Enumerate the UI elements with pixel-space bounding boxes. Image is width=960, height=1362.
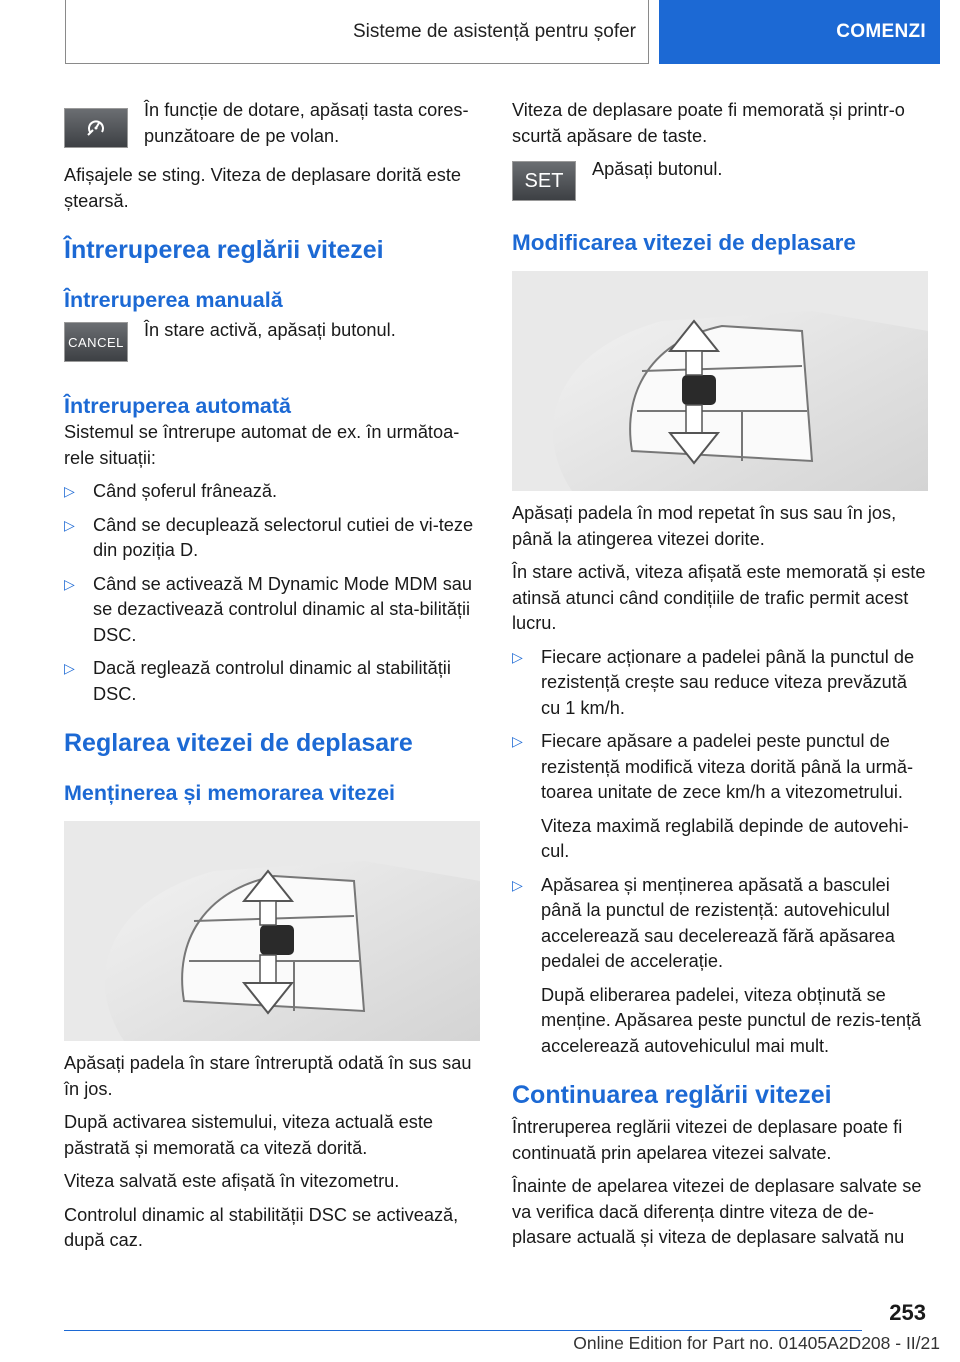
change-list [512,645,928,806]
text-paddle-once: Apăsați padela în stare întreruptă odată în sus sau în jos. [64,1053,472,1099]
set-button-icon [512,161,576,201]
text-display-off: Afișajele se sting. Viteza de deplasare dorită este ștearsă. [64,165,461,211]
heading-interrupt: Întreruperea reglării vitezei [64,236,384,264]
heading-continue: Continuarea reglării vitezei [512,1081,832,1109]
list-item: ▷ Dacă reglează controlul dinamic al stabilității DSC. [64,658,451,704]
text-active: În stare activă, viteza afișată este memorată și este atinsă atunci când condițiile de trafic permit acest lucru. [512,562,926,633]
text-paddle-repeat: Apăsați padela în mod repetat în sus sau în jos, până la atingerea vitezei dorite. [512,503,897,549]
header-tab[interactable] [659,0,940,64]
list-item: ▷ Când se decuplează selectorul cutiei de vi-teze din poziția D. [64,514,474,560]
triangle-bullet-icon: ▷ [512,733,523,749]
footer-divider [64,1330,862,1331]
text-dsc: Controlul dinamic al stabilității DSC se activează, după caz. [64,1204,459,1250]
text-release: După eliberarea padelei, viteza obținută se menține. Apăsarea peste punctul de rezis-tență accelerează autovehiculul mai mult. [541,984,922,1056]
heading-set-speed: Reglarea vitezei de deplasare [64,729,413,757]
text-continue: Întreruperea reglării vitezei de deplasare poate fi continuată prin apelarea vitezei salvate. [512,1117,903,1163]
text-after-activation: După activarea sistemului, viteza actuală este păstrată și memorată ca viteză dorită. [64,1112,433,1158]
triangle-bullet-icon: ▷ [64,660,75,676]
list-item: ▷ Când șoferul frânează. [64,479,480,505]
left-column [64,98,480,1262]
right-column [512,98,928,1259]
footer-edition: Online Edition for Part no. 01405A2D208 - II/21 [573,1333,940,1353]
heading-keep: Menținerea și memorarea vitezei [64,781,396,805]
list-item: ▷ Când se activează M Dynamic Mode MDM sau se dezactivează controlul dinamic al sta-bilității DSC. [64,573,473,645]
set-label: SET [524,169,564,192]
triangle-bullet-icon: ▷ [64,483,75,499]
list-item: ▷ Fiecare acționare a padelei până la punctul de rezistență crește sau reduce viteza prevăzută cu 1 km/h. [512,646,915,718]
heading-manual: Întreruperea manuală [64,288,283,312]
page-number: 253 [889,1300,926,1325]
header-section-title: Sisteme de asistență pentru șofer [352,20,636,42]
text-before: Înainte de apelarea vitezei de deplasare salvate se va verifica dacă diferența dintre viteza de de-plasare actuală și viteza de deplasare salvată nu [512,1176,922,1247]
list-item: ▷ Fiecare apăsare a padelei peste punctul de rezistență modifică viteza dorită până la urmă-toarea unitate de zece km/h a vitezometrului. [512,731,914,802]
text-memorize: Viteza de deplasare poate fi memorată și printr-o scurtă apăsare de taste. [512,100,905,146]
text-auto: Sistemul se întrerupe automat de ex. în următoa-rele situații: [64,422,460,468]
cancel-button-icon [64,322,128,362]
auto-list [64,479,480,707]
triangle-bullet-icon: ▷ [512,648,523,665]
triangle-bullet-icon: ▷ [512,876,523,893]
header-section [65,0,649,64]
cruise-resume-button-icon [64,108,128,148]
header-tab-label: COMENZI [836,21,926,42]
text-manual: În stare activă, apăsați butonul. [144,320,396,340]
hold-list [512,873,928,975]
text-max-speed: Viteza maximă reglabilă depinde de autovehi-cul. [541,815,909,861]
text-button-steering: În funcție de dotare, apăsați tasta cores-punzătoare de pe volan. [144,100,469,146]
cancel-label: CANCEL [68,334,124,350]
heading-change: Modificarea vitezei de deplasare [512,230,856,255]
steering-paddle-photo-2 [512,271,928,491]
triangle-bullet-icon: ▷ [64,575,75,592]
text-saved-speed: Viteza salvată este afișată în vitezometru. [64,1171,400,1191]
heading-auto: Întreruperea automată [64,394,292,418]
text-press-button: Apăsați butonul. [592,159,723,179]
list-item: ▷ Apăsarea și menținerea apăsată a basculei până la punctul de rezistență: autovehiculul accelerează sau decelerează fără apăsarea pedalei de accelerație. [512,874,895,971]
steering-paddle-photo [64,821,480,1041]
triangle-bullet-icon: ▷ [64,516,75,533]
